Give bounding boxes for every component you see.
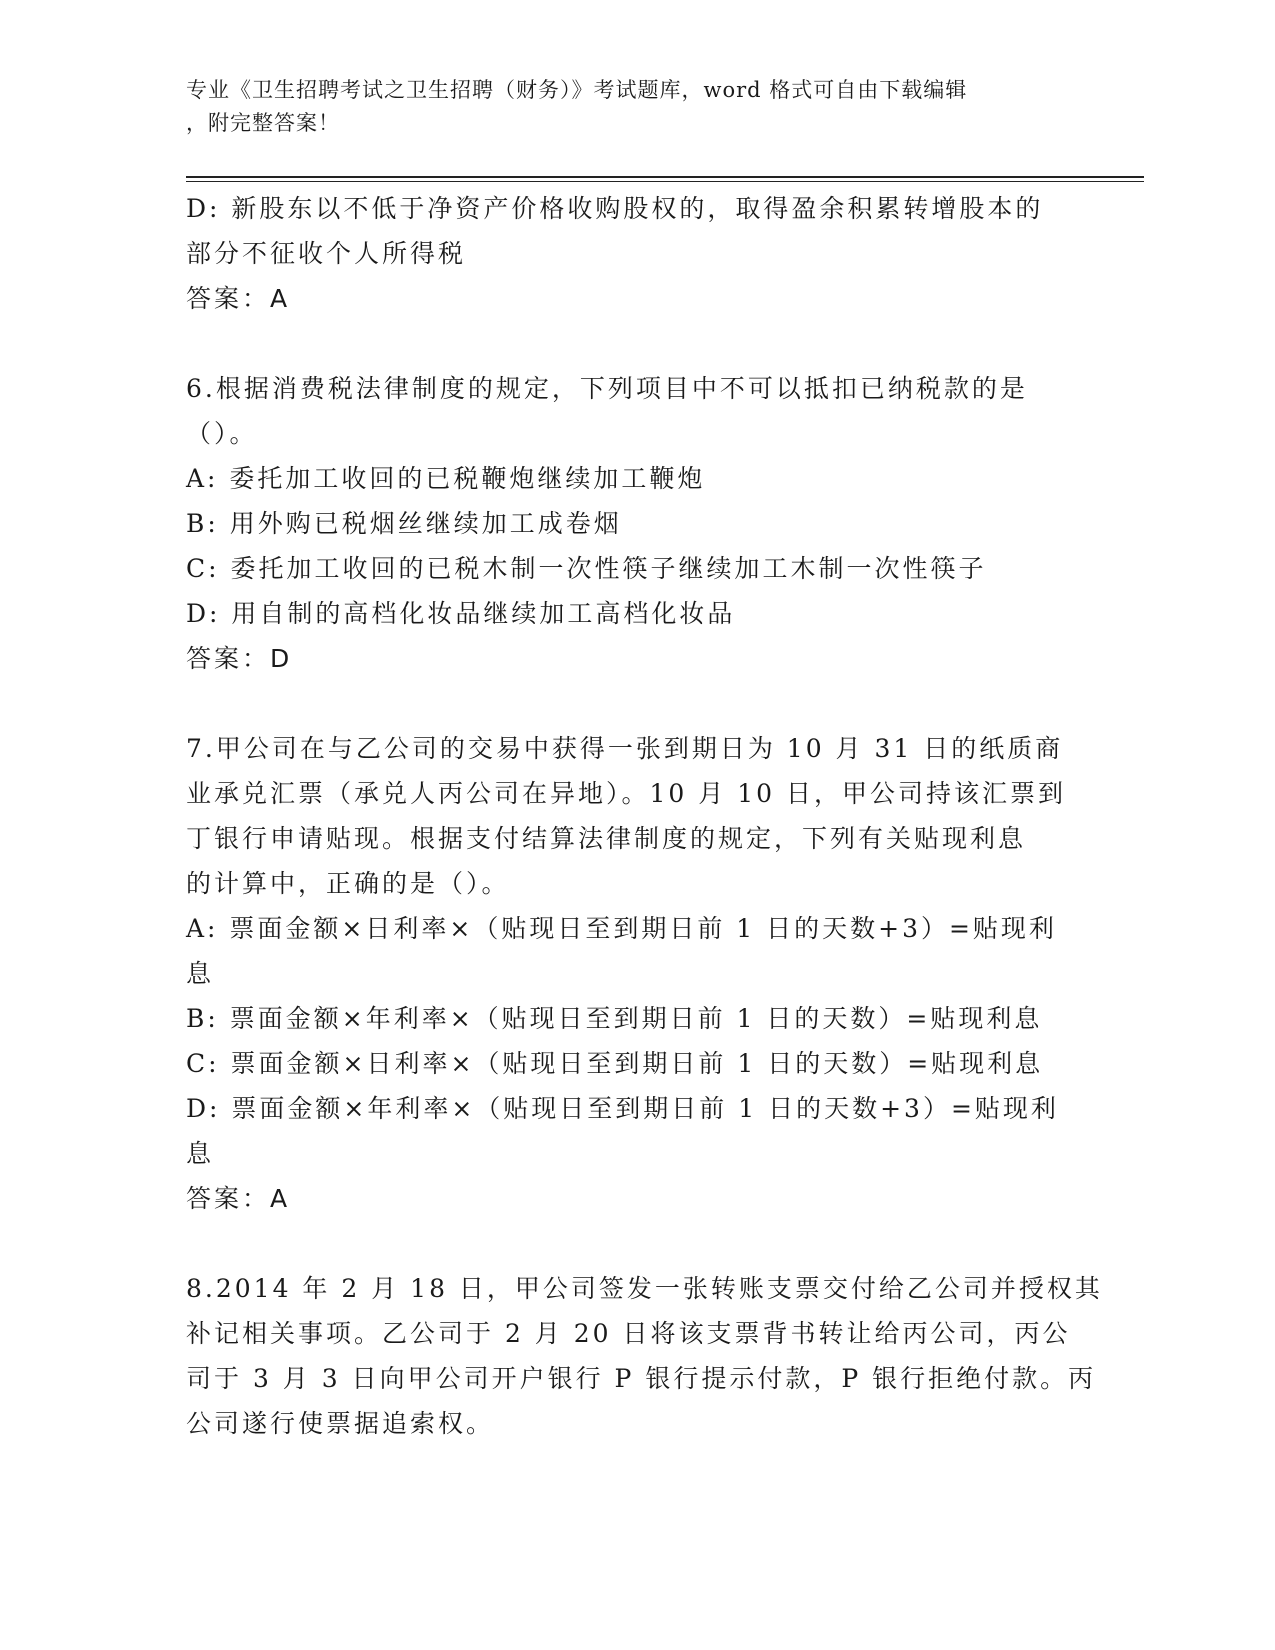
q8-stem-line-1: 8.2014 年 2 月 18 日，甲公司签发一张转账支票交付给乙公司并授权其 [186, 1274, 1103, 1303]
q7-option-a-line-2: 息 [186, 959, 215, 988]
question-7-block [186, 726, 1066, 1221]
header-title-line-1: 专业《卫生招聘考试之卫生招聘（财务）》考试题库，word 格式可自由下载编辑 [186, 78, 968, 102]
spacer [186, 681, 1066, 726]
q6-answer: 答案：D [186, 644, 293, 673]
question-5-block [186, 186, 1066, 321]
q6-option-b: B: 用外购已税烟丝继续加工成卷烟 [186, 509, 622, 538]
q8-stem-line-4: 公司遂行使票据追索权。 [186, 1409, 495, 1438]
q8-stem-line-2: 补记相关事项。乙公司于 2 月 20 日将该支票背书转让给丙公司，丙公 [186, 1319, 1071, 1348]
q7-option-d-line-1: D: 票面金额×年利率×（贴现日至到期日前 1 日的天数+3）=贴现利 [186, 1094, 1059, 1123]
header-divider [186, 176, 1144, 182]
q6-stem-line-2: （）。 [186, 419, 258, 448]
q7-option-d-line-2: 息 [186, 1139, 215, 1168]
q6-option-d: D: 用自制的高档化妆品继续加工高档化妆品 [186, 599, 736, 628]
header-title-line-2: ，附完整答案！ [186, 111, 340, 135]
spacer [186, 1221, 1066, 1266]
q7-stem-line-3: 丁银行申请贴现。根据支付结算法律制度的规定，下列有关贴现利息 [186, 824, 1027, 853]
q7-option-c: C: 票面金额×日利率×（贴现日至到期日前 1 日的天数）=贴现利息 [186, 1049, 1044, 1078]
question-6-block [186, 366, 1066, 681]
q7-answer: 答案：A [186, 1184, 291, 1213]
q7-stem-line-1: 7.甲公司在与乙公司的交易中获得一张到期日为 10 月 31 日的纸质商 [186, 734, 1064, 763]
page-header [186, 74, 1066, 140]
q7-stem-line-4: 的计算中，正确的是（）。 [186, 869, 510, 898]
q5-answer: 答案：A [186, 284, 291, 313]
q7-stem-line-2: 业承兑汇票（承兑人丙公司在异地）。10 月 10 日，甲公司持该汇票到 [186, 779, 1066, 808]
q8-stem-line-3: 司于 3 月 3 日向甲公司开户银行 P 银行提示付款，P 银行拒绝付款。丙 [186, 1364, 1097, 1393]
q6-option-c: C: 委托加工收回的已税木制一次性筷子继续加工木制一次性筷子 [186, 554, 987, 583]
spacer [186, 321, 1066, 366]
q7-option-a-line-1: A: 票面金额×日利率×（贴现日至到期日前 1 日的天数+3）=贴现利 [186, 914, 1057, 943]
document-body [186, 186, 1103, 1446]
q5-option-d-line-2: 部分不征收个人所得税 [186, 239, 467, 268]
q6-stem-line-1: 6.根据消费税法律制度的规定，下列项目中不可以抵扣已纳税款的是 [186, 374, 1028, 403]
question-8-block [186, 1266, 1103, 1446]
q5-option-d-line-1: D: 新股东以不低于净资产价格收购股权的，取得盈余积累转增股本的 [186, 194, 1044, 223]
q7-option-b: B: 票面金额×年利率×（贴现日至到期日前 1 日的天数）=贴现利息 [186, 1004, 1043, 1033]
q6-option-a: A: 委托加工收回的已税鞭炮继续加工鞭炮 [186, 464, 706, 493]
